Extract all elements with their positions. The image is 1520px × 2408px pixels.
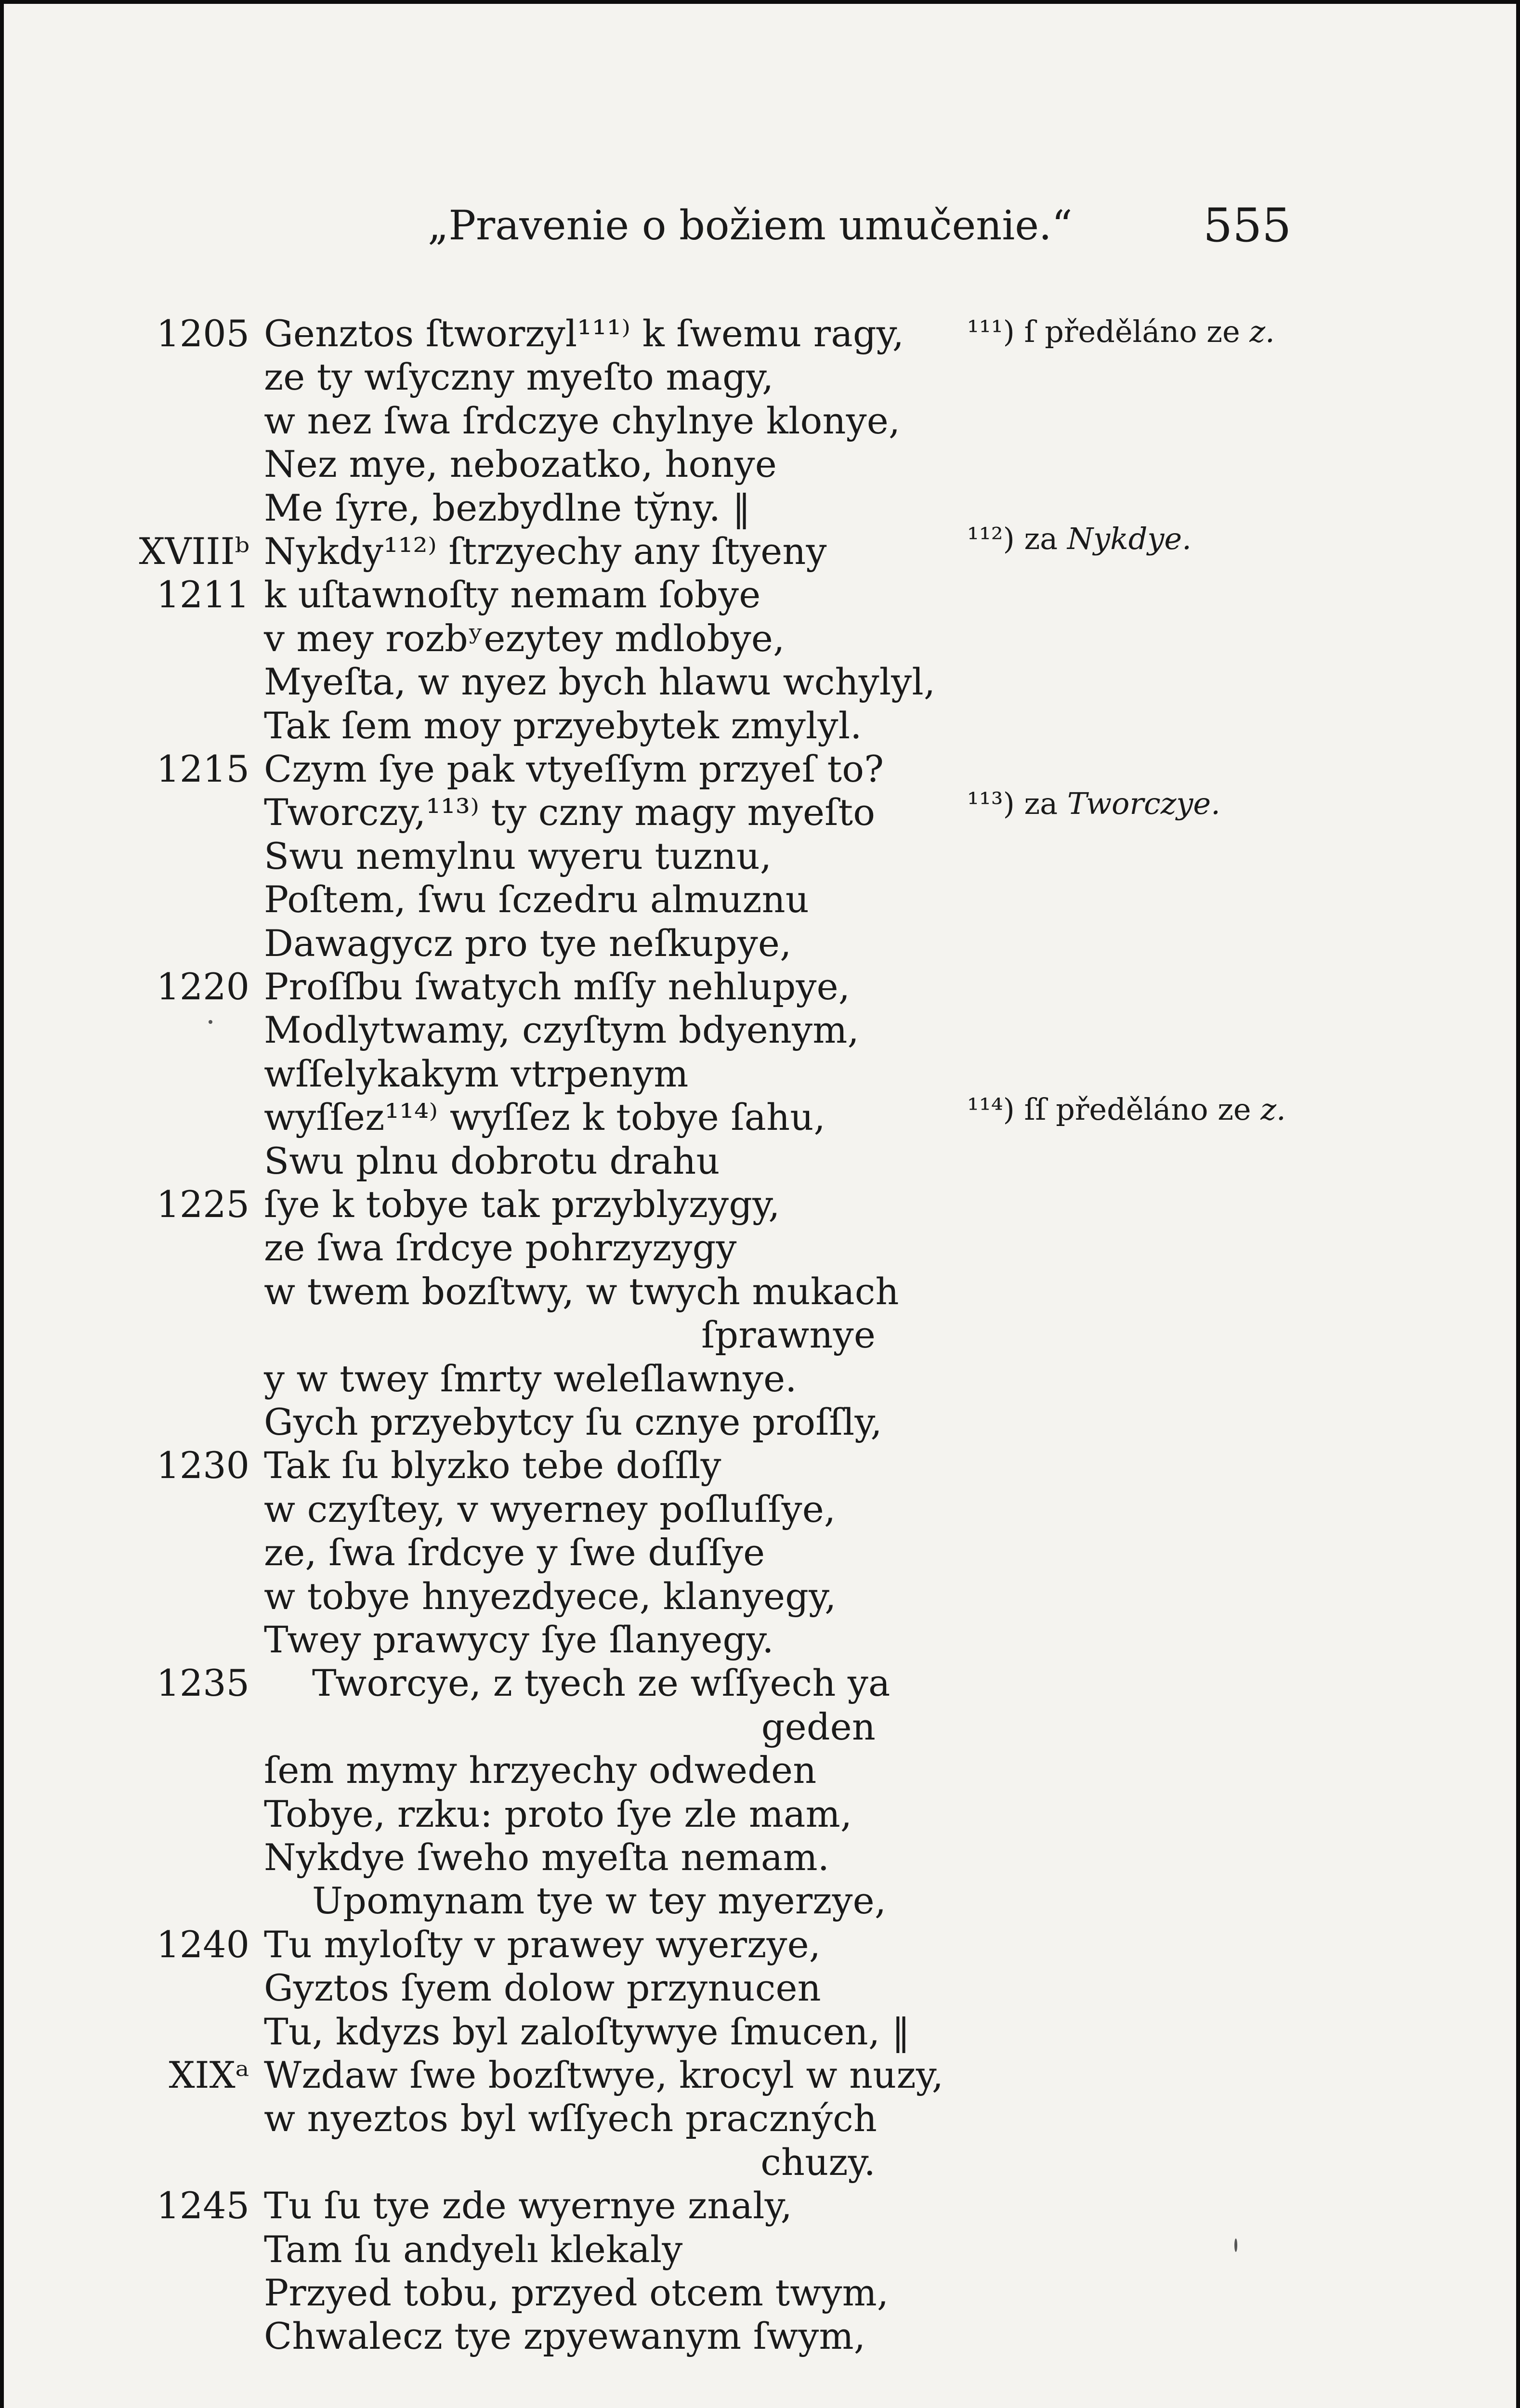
verse-line xyxy=(4,1705,967,1749)
line-text: Upomynam tye w tey myerzye, xyxy=(312,1879,887,1923)
line-text: ſye k tobye tak przyblyzygy, xyxy=(264,1183,780,1226)
verse-line xyxy=(4,486,967,530)
line-number: 1215 xyxy=(156,747,249,790)
line-number: XVIIIᵇ xyxy=(139,530,249,573)
verse-line xyxy=(4,1531,967,1574)
verse-line xyxy=(4,1793,967,1836)
verse-line xyxy=(4,1662,967,1705)
verse-line xyxy=(4,443,967,486)
line-number: XIXᵃ xyxy=(169,2054,249,2096)
footnote-italic: Tworczye. xyxy=(1067,786,1220,821)
line-number: 1225 xyxy=(156,1183,249,1226)
line-number: 1230 xyxy=(156,1444,249,1487)
verse-line xyxy=(4,312,967,355)
line-text: w twem bozſtwy, w twych mukach xyxy=(264,1269,899,1313)
verse-line xyxy=(4,1618,967,1662)
line-text: Tobye, rzku: proto ſye zle mam, xyxy=(264,1792,852,1835)
footnote-mark: ¹¹²) xyxy=(967,521,1015,556)
line-text: Nykdy¹¹²⁾ ſtrzyechy any ſtyeny xyxy=(264,530,827,573)
line-number: 1205 xyxy=(156,312,249,355)
running-title: „Pravenie o božiem umučenie.“ xyxy=(428,202,1073,249)
line-number: 1211 xyxy=(156,573,249,616)
verse-line xyxy=(4,1226,967,1269)
verse-line xyxy=(4,1357,967,1400)
footnote-111 xyxy=(967,312,1314,352)
verse-line xyxy=(4,965,967,1008)
footnote-mark: ¹¹⁴) xyxy=(967,1092,1015,1127)
line-text: Gych przyebytcy ſu cznye proſſly, xyxy=(264,1400,882,1443)
line-text: Me ſyre, bezbydlne ty̆ny. ‖ xyxy=(264,486,751,529)
line-text: Swu plnu dobrotu drahu xyxy=(264,1139,720,1182)
line-text: Gyztos ſyem dolow przynucen xyxy=(264,1966,821,2010)
line-text: Tak ſu blyzko tebe doſſly xyxy=(264,1444,721,1487)
footnote-112 xyxy=(967,519,1314,559)
line-number: 1220 xyxy=(156,965,249,1008)
footnote-114 xyxy=(967,1090,1314,1129)
verse-line xyxy=(4,2010,967,2054)
verse-line xyxy=(4,1052,967,1096)
verse-line xyxy=(4,922,967,965)
line-text: Dawagycz pro tye neſkupye, xyxy=(264,921,792,965)
line-text: y w twey ſmrty weleſlawnye. xyxy=(264,1357,797,1400)
line-text: wſſelykakym vtrpenym xyxy=(264,1052,689,1095)
line-text: w tobye hnyezdyece, klanyegy, xyxy=(264,1574,837,1618)
verse-line xyxy=(4,1575,967,1618)
verse-line xyxy=(4,530,967,573)
verse-line xyxy=(4,2141,967,2184)
verse-line xyxy=(4,1400,967,1444)
verse-line xyxy=(4,1836,967,1879)
line-text: Twey prawycy ſye ſlanyegy. xyxy=(264,1618,774,1661)
footnote-italic: z. xyxy=(1249,314,1275,349)
verse-line xyxy=(4,2315,967,2358)
verse-line xyxy=(4,1008,967,1052)
line-text: Tu, kdyzs byl zaloſtywye ſmucen, ‖ xyxy=(264,2010,910,2053)
verse-line xyxy=(4,1488,967,1531)
line-text: Czym ſye pak vtyeſſym przyeſ to? xyxy=(264,747,884,790)
line-text: ze ſwa ſrdcye pohrzyzygy xyxy=(264,1226,737,1269)
page-speck xyxy=(209,1020,212,1024)
verse-line xyxy=(4,1183,967,1226)
line-text: wyſſez¹¹⁴⁾ wyſſez k tobye ſahu, xyxy=(264,1096,826,1139)
verse-line xyxy=(4,660,967,704)
line-text: Myeſta, w nyez bych hlawu wchylyl, xyxy=(264,660,936,704)
footnote-text: ſ předěláno ze xyxy=(1024,314,1240,349)
footnote-italic: Nykdye. xyxy=(1067,521,1192,556)
verse-line xyxy=(4,1139,967,1183)
verse-line xyxy=(4,1096,967,1139)
line-text: Nykdye ſweho myeſta nemam. xyxy=(264,1836,830,1879)
line-text: Nez mye, nebozatko, honye xyxy=(264,443,777,486)
footnote-mark: ¹¹³) xyxy=(967,786,1015,821)
verse-line xyxy=(4,355,967,399)
line-text: w nyeztos byl wſſyech praczných xyxy=(264,2097,878,2140)
line-text: ſprawnye xyxy=(701,1313,876,1357)
footnote-text: ſſ předěláno ze xyxy=(1024,1092,1251,1127)
line-text: ze ty wſyczny myeſto magy, xyxy=(264,355,774,399)
footnote-text: za xyxy=(1024,786,1058,821)
footnote-text: za xyxy=(1024,521,1058,556)
line-text: w czyſtey, v wyerney poſluſſye, xyxy=(264,1487,836,1531)
line-text: k uſtawnoſty nemam ſobye xyxy=(264,573,761,616)
verse-line xyxy=(4,704,967,747)
verse-line xyxy=(4,2097,967,2140)
verse-line xyxy=(4,835,967,878)
line-text: Tworczy,¹¹³⁾ ty czny magy myeſto xyxy=(264,791,876,834)
line-text: v mey rozbʸezytey mdlobye, xyxy=(264,616,785,660)
running-header xyxy=(4,194,1516,257)
line-number: 1245 xyxy=(156,2184,249,2227)
line-text: Tu myloſty v prawey wyerzye, xyxy=(264,1923,821,1966)
verse-line xyxy=(4,399,967,443)
line-text: Swu nemylnu wyeru tuznu, xyxy=(264,834,772,877)
line-text: Wzdaw ſwe bozſtwye, krocyl w nuzy, xyxy=(264,2054,944,2096)
verse-line xyxy=(4,878,967,921)
line-text: Genztos ſtworzyl¹¹¹⁾ k ſwemu ragy, xyxy=(264,312,904,355)
document-page xyxy=(4,4,1516,2408)
line-text: Proſſbu ſwatych mſſy nehlupye, xyxy=(264,965,851,1008)
line-text: w nez ſwa ſrdczye chylnye klonye, xyxy=(264,399,901,442)
line-number: 1235 xyxy=(156,1662,249,1705)
verse-line xyxy=(4,573,967,616)
verse-line xyxy=(4,1313,967,1357)
line-text: ze, ſwa ſrdcye y ſwe duſſye xyxy=(264,1531,765,1574)
verse-line xyxy=(4,1923,967,1966)
line-text: Chwalecz tye zpyewanym ſwym, xyxy=(264,2315,866,2358)
line-text: chuzy. xyxy=(760,2140,876,2184)
line-text: Przyed tobu, przyed otcem twym, xyxy=(264,2271,889,2314)
line-text: Modlytwamy, czyſtym bdyenym, xyxy=(264,1008,859,1052)
line-text: Tworcye, z tyech ze wſſyech ya xyxy=(312,1662,891,1705)
line-text: Tam ſu andyelı klekaly xyxy=(264,2227,683,2271)
line-text: Tak ſem moy przyebytek zmylyl. xyxy=(264,704,862,747)
verse-line xyxy=(4,1966,967,2010)
verse-line xyxy=(4,1270,967,1313)
page-speck xyxy=(1234,2238,1237,2252)
line-text: geden xyxy=(761,1705,876,1748)
verse-line xyxy=(4,747,967,791)
verse-line xyxy=(4,1444,967,1487)
verse-line xyxy=(4,2271,967,2315)
line-text: Poſtem, ſwu ſczedru almuznu xyxy=(264,878,809,921)
verse-line xyxy=(4,791,967,834)
verse-line xyxy=(4,2228,967,2271)
line-text: Tu ſu tye zde wyernye znaly, xyxy=(264,2184,792,2227)
verse-line xyxy=(4,617,967,660)
verse-line xyxy=(4,2184,967,2227)
verse-line xyxy=(4,1749,967,1792)
footnote-mark: ¹¹¹) xyxy=(967,314,1015,349)
line-number: 1240 xyxy=(156,1923,249,1966)
footnote-italic: z. xyxy=(1260,1092,1286,1127)
verse-line xyxy=(4,2054,967,2097)
page-number: 555 xyxy=(1203,198,1292,252)
verse-line xyxy=(4,1879,967,1923)
line-text: ſem mymy hrzyechy odweden xyxy=(264,1749,817,1792)
footnote-113 xyxy=(967,784,1314,824)
